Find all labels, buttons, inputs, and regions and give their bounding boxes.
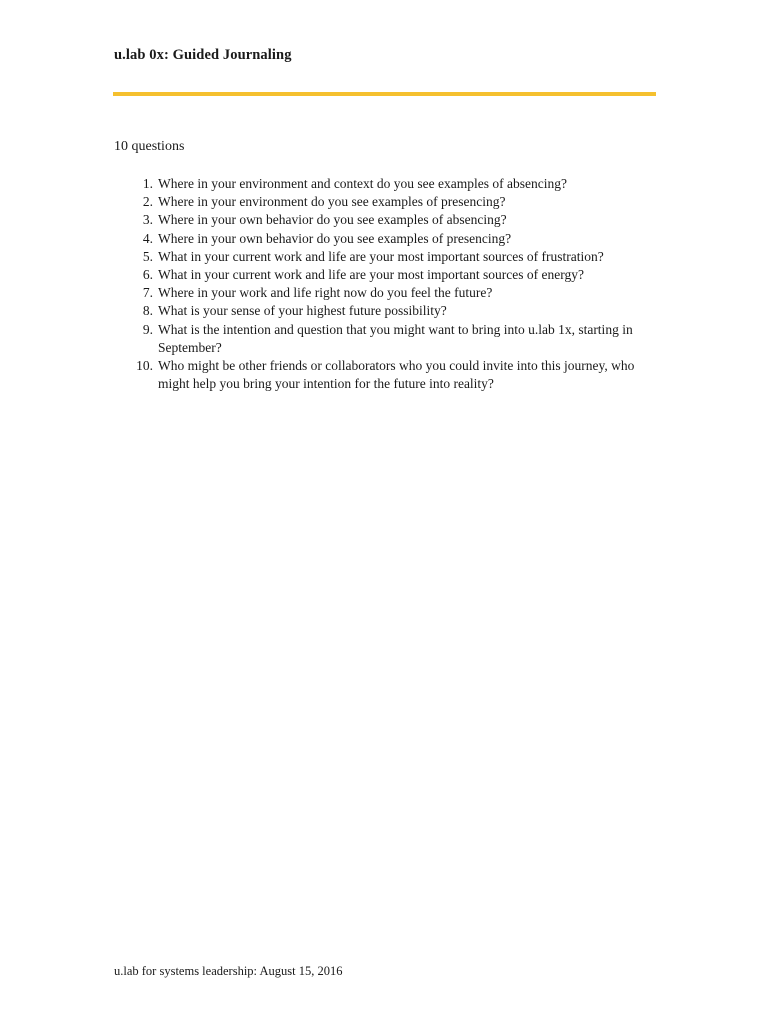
question-number: 10. [136,358,153,374]
question-number: 2. [142,194,153,210]
question-text: What in your current work and life are your most important sources of frustration? [158,248,604,264]
question-number: 3. [142,212,153,228]
question-text: Where in your environment and context do you see examples of absencing? [158,176,567,191]
page-footer: u.lab for systems leadership: August 15, 2016 [114,964,343,978]
question-item [114,211,659,229]
question-item [114,284,659,302]
question-item [114,230,659,248]
question-text: Where in your own behavior do you see examples of absencing? [158,212,507,228]
question-item [114,357,659,393]
question-number: 8. [142,303,153,319]
question-item [114,321,659,357]
question-text: Who might be other friends or collaborators who you could invite into this journey, who might help you bring your intention for the future into reality? [158,358,635,392]
question-item [114,175,659,193]
question-number: 9. [142,321,153,337]
title-divider [113,92,656,96]
question-number: 7. [142,285,153,301]
question-number: 6. [142,267,153,283]
question-text: What is your sense of your highest future possibility? [158,303,447,319]
question-text: Where in your work and life right now do you feel the future? [158,285,493,301]
section-subheading: 10 questions [114,139,185,154]
question-text: Where in your environment do you see examples of presencing? [158,194,506,210]
question-number: 4. [142,230,153,246]
question-item [114,248,659,266]
page-title: u.lab 0x: Guided Journaling [114,47,292,63]
question-item [114,302,659,320]
question-text: What in your current work and life are your most important sources of energy? [158,267,584,283]
question-number: 1. [142,176,153,191]
question-item [114,193,659,211]
question-number: 5. [142,248,153,264]
question-text: What is the intention and question that you might want to bring into u.lab 1x, starting in September? [158,321,633,355]
question-text: Where in your own behavior do you see examples of presencing? [158,230,512,246]
question-item [114,266,659,284]
question-list [114,175,659,393]
